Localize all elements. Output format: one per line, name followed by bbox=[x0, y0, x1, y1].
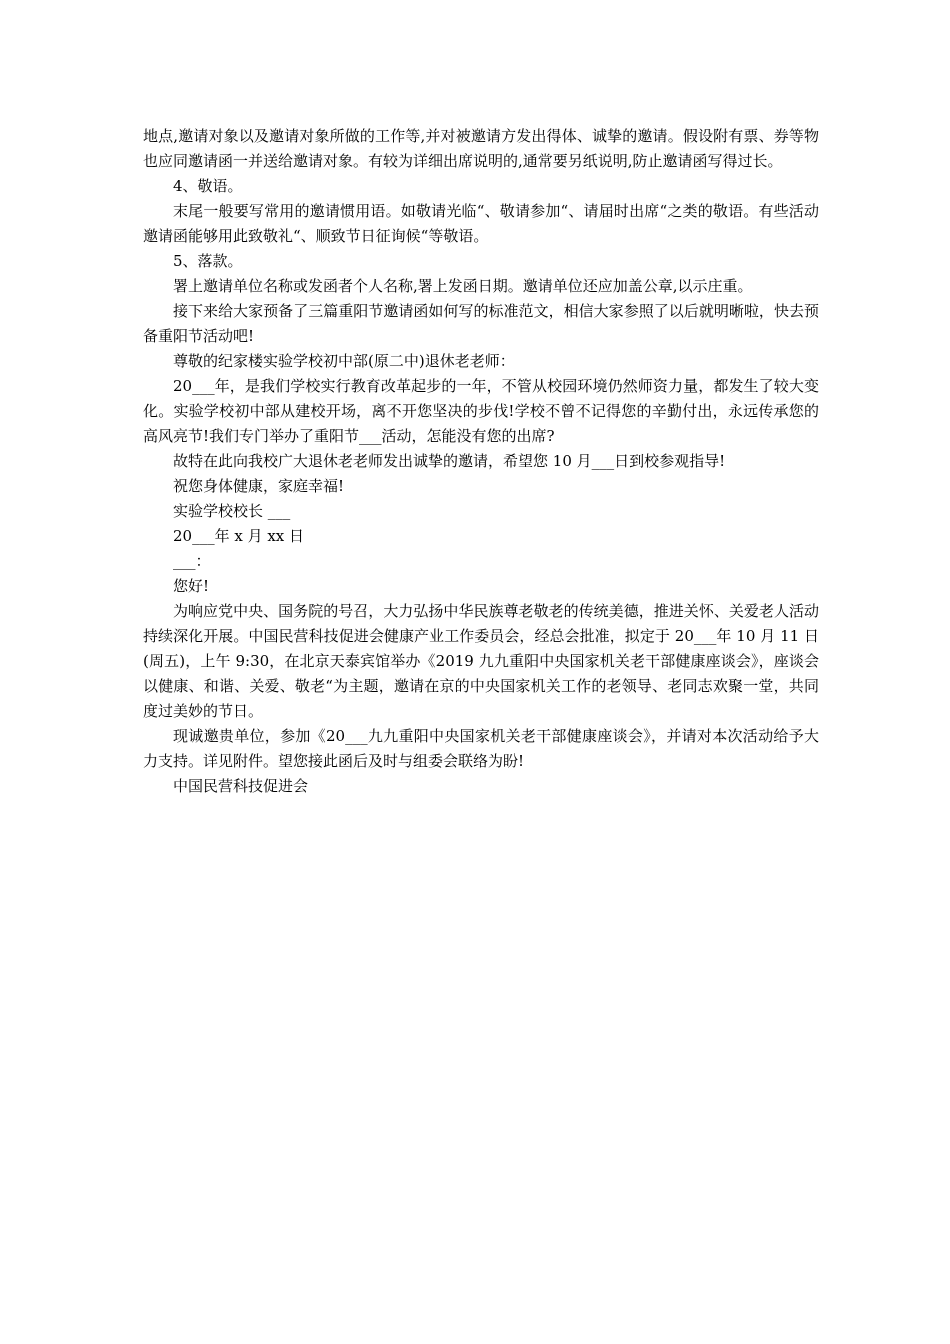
paragraph: 末尾一般要写常用的邀请惯用语。如敬请光临“、敬请参加“、请届时出席“之类的敬语。有些活动邀请函能够用此致敬礼“、顺致节日征询候“等敬语。 bbox=[143, 202, 819, 245]
document-body bbox=[143, 124, 819, 799]
paragraph: 20___年，是我们学校实行教育改革起步的一年，不管从校园环境仍然师资力量，都发生了较大变化。实验学校初中部从建校开场，离不开您坚决的步伐!学校不曾不记得您的辛勤付出，永远传承您的高风亮节!我们专门举办了重阳节___活动，怎能没有您的出席? bbox=[143, 377, 819, 445]
salutation: ___： bbox=[173, 552, 211, 570]
date-line: 20___年 x 月 xx 日 bbox=[173, 527, 305, 545]
paragraph: 接下来给大家预备了三篇重阳节邀请函如何写的标准范文，相信大家参照了以后就明晰啦，快去预备重阳节活动吧! bbox=[143, 302, 819, 345]
paragraph: 署上邀请单位名称或发函者个人名称,署上发函日期。邀请单位还应加盖公章,以示庄重。 bbox=[173, 277, 753, 295]
salutation: 尊敬的纪家楼实验学校初中部(原二中)退休老老师： bbox=[173, 352, 515, 370]
signature: 实验学校校长 ___ bbox=[173, 502, 291, 520]
paragraph: 现诚邀贵单位，参加《20___九九重阳中央国家机关老干部健康座谈会》，并请对本次活动给予大力支持。详见附件。望您接此函后及时与组委会联络为盼! bbox=[143, 727, 819, 770]
greeting: 您好! bbox=[173, 577, 210, 595]
closing-wish: 祝您身体健康，家庭幸福! bbox=[173, 477, 345, 495]
signature: 中国民营科技促进会 bbox=[173, 777, 309, 795]
paragraph: 地点,邀请对象以及邀请对象所做的工作等,并对被邀请方发出得体、诚挚的邀请。假设附有票、券等物也应同邀请函一并送给邀请对象。有较为详细出席说明的,通常要另纸说明,防止邀请函写得过长。 bbox=[143, 127, 819, 170]
paragraph: 故特在此向我校广大退休老老师发出诚挚的邀请，希望您 10 月___日到校参观指导! bbox=[173, 452, 726, 470]
paragraph: 5、落款。 bbox=[173, 252, 243, 270]
paragraph: 4、敬语。 bbox=[173, 177, 243, 195]
paragraph: 为响应党中央、国务院的号召，大力弘扬中华民族尊老敬老的传统美德，推进关怀、关爱老人活动持续深化开展。中国民营科技促进会健康产业工作委员会，经总会批准，拟定于 20___年 10 月 11 日(周五)，上午 9:30，在北京天泰宾馆举办《2019 九九重阳中央国家机关老干部健康座谈会》，座谈会以健康、和谐、关爱、敬老“为主题，邀请在京的中央国家机关工作的老领导、老同志欢聚一堂，共同度过美妙的节日。 bbox=[143, 602, 819, 720]
